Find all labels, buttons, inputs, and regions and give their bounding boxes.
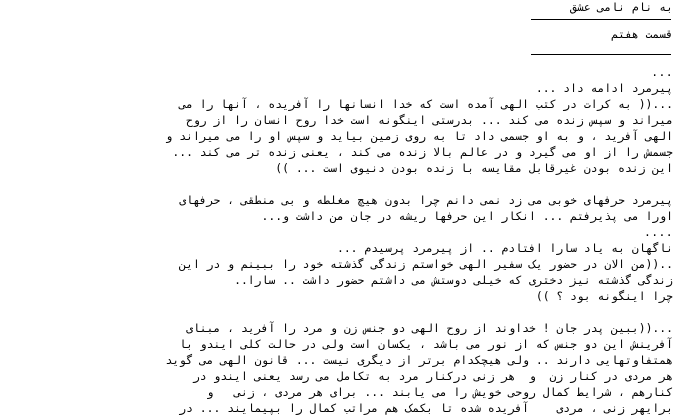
text-line: این زنده بودن غیرقابل مقایسه با زنده بودن دنیوی است ... ))	[275, 161, 673, 175]
document-title: به نام نامی عشق	[570, 0, 673, 14]
text-line: الهی آفرید ، و به او جسمی داد تا به روی زمین بیاید و سپس او را می میراند و	[165, 129, 673, 143]
text-line: هر مردی در کنار زن و هر زنی درکنار مرد به تکامل می رسد یعنی ایندو در	[192, 369, 673, 383]
document-page	[6, 0, 673, 420]
text-line: ...(( به کرات در کتب الهی آمده است که خدا انسانها را آفریده ، آنها را می	[179, 97, 673, 111]
divider	[531, 19, 671, 20]
text-line: اورا می پذیرفتم ... انکار این حرفها ریشه در جان من داشت و...	[261, 209, 673, 223]
divider	[531, 54, 671, 55]
text-line: ..((من الان در حضور یک سفیر الهی خواستم زندگی گذشته خود را ببینم و در این	[179, 257, 673, 271]
text-line: کنارهم ، شرایط کمال روحی خویش را می یابند ... برای هر مردی ، زنی و	[206, 385, 673, 399]
text-line: ....	[643, 225, 673, 239]
text-line: زندگی گذشته نیز دختری که خیلی دوستش می داشتم حضور داشت .. سارا..	[234, 273, 673, 287]
text-line: پیرمرد ادامه داد ...	[535, 81, 673, 95]
text-line: آفرینش این دو جنس که از نور می باشد ، یکسان است ولی در حالت کلی ایندو با	[179, 337, 673, 351]
text-line: میراند و سپس زنده می کند ... بدرستی اینگونه است خدا روح انسان را از روح	[186, 113, 673, 127]
text-line: پیرمرد حرفهای خوبی می زد نمی دانم چرا بدون هیچ مغلطه و بی منطقی ، حرفهای	[179, 193, 673, 207]
text-line: همتفاوتهایی دارند .. ولی هیچکدام برتر از دیگری نیست ... قانون الهی می گوید	[165, 353, 673, 367]
text-line: جسمش را از او می گیرد و در عالم بالا زنده می کند ، یعنی زنده تر می کند ...	[172, 145, 673, 159]
part-heading: قسمت هفتم	[611, 27, 673, 41]
text-line: ...	[651, 65, 673, 79]
text-line: ناگهان به یاد سارا افتادم .. از پیرمرد پرسیدم ...	[336, 241, 673, 255]
text-line: چرا اینگونه بود ؟ ))	[535, 289, 673, 303]
text-line: ...((ببین پدر جان ! خداوند از روح الهی دو جنس زن و مرد را آفرید ، مبنای	[186, 321, 673, 335]
text-line: برایهر زنی ، مردی آفریده شده تا بکمک هم مراتب کمال را بپیمایند ... در	[179, 401, 673, 415]
